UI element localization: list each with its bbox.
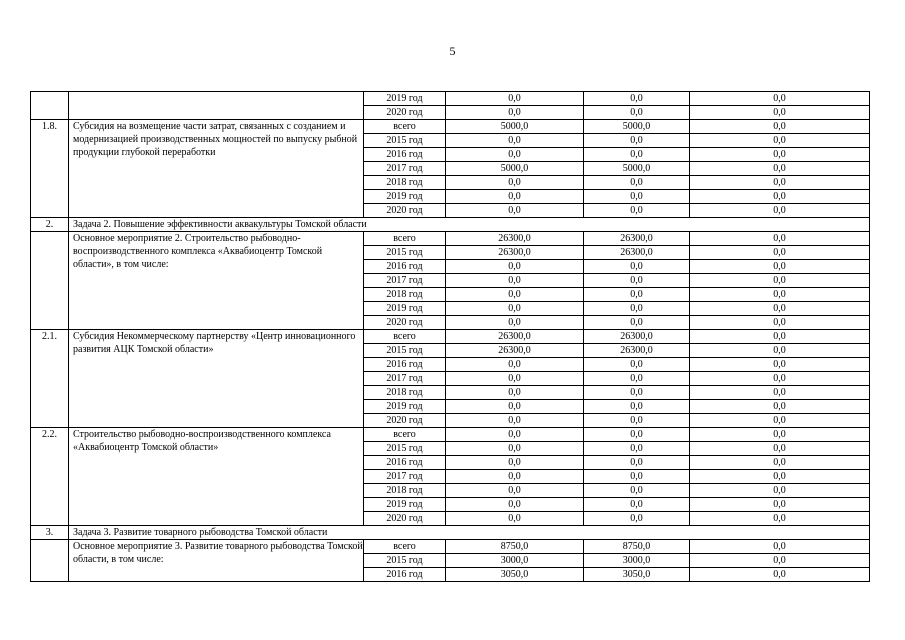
table-row <box>31 428 870 442</box>
amount-cell-v3: 0,0 <box>690 316 870 330</box>
amount-cell-v3: 0,0 <box>690 148 870 162</box>
task-title: Задача 3. Развитие товарного рыбоводства Томской области <box>69 526 870 540</box>
amount-cell-v3: 0,0 <box>690 400 870 414</box>
amount-cell-v2: 8750,0 <box>584 540 690 554</box>
item-name: Субсидия на возмещение части затрат, связанных с созданием и модернизацией производственных мощностей по выпуску рыбной продукции глубокой переработки <box>69 120 364 218</box>
table-row <box>31 120 870 134</box>
amount-cell-v1: 0,0 <box>446 190 584 204</box>
amount-cell-v3: 0,0 <box>690 442 870 456</box>
amount-cell-v2: 26300,0 <box>584 246 690 260</box>
amount-cell-v1: 26300,0 <box>446 246 584 260</box>
item-number: 3. <box>31 526 69 540</box>
item-name: Основное мероприятие 2. Строительство рыбоводно-воспроизводственного комплекса «Аквабиоцентр Томской области», в том числе: <box>69 232 364 330</box>
amount-cell-v2: 0,0 <box>584 260 690 274</box>
amount-cell-v3: 0,0 <box>690 162 870 176</box>
item-name <box>69 92 364 120</box>
period-cell: 2018 год <box>364 288 446 302</box>
amount-cell-v3: 0,0 <box>690 204 870 218</box>
period-cell: 2020 год <box>364 512 446 526</box>
period-cell: 2017 год <box>364 162 446 176</box>
amount-cell-v3: 0,0 <box>690 106 870 120</box>
amount-cell-v2: 0,0 <box>584 484 690 498</box>
period-cell: 2019 год <box>364 190 446 204</box>
item-number <box>31 540 69 582</box>
amount-cell-v1: 0,0 <box>446 204 584 218</box>
amount-cell-v2: 0,0 <box>584 512 690 526</box>
amount-cell-v2: 0,0 <box>584 372 690 386</box>
item-number <box>31 92 69 120</box>
item-number: 2. <box>31 218 69 232</box>
amount-cell-v2: 0,0 <box>584 302 690 316</box>
amount-cell-v2: 0,0 <box>584 456 690 470</box>
amount-cell-v2: 0,0 <box>584 316 690 330</box>
table-row <box>31 330 870 344</box>
amount-cell-v3: 0,0 <box>690 288 870 302</box>
task-title: Задача 2. Повышение эффективности аквакультуры Томской области <box>69 218 870 232</box>
amount-cell-v1: 26300,0 <box>446 344 584 358</box>
amount-cell-v3: 0,0 <box>690 92 870 106</box>
amount-cell-v1: 5000,0 <box>446 120 584 134</box>
amount-cell-v2: 0,0 <box>584 176 690 190</box>
amount-cell-v3: 0,0 <box>690 484 870 498</box>
amount-cell-v2: 26300,0 <box>584 232 690 246</box>
amount-cell-v2: 0,0 <box>584 442 690 456</box>
period-cell: 2019 год <box>364 400 446 414</box>
table-row <box>31 92 870 106</box>
period-cell: 2015 год <box>364 442 446 456</box>
amount-cell-v3: 0,0 <box>690 344 870 358</box>
amount-cell-v2: 0,0 <box>584 190 690 204</box>
amount-cell-v2: 5000,0 <box>584 162 690 176</box>
amount-cell-v3: 0,0 <box>690 568 870 582</box>
task-row <box>31 218 870 232</box>
amount-cell-v3: 0,0 <box>690 372 870 386</box>
period-cell: 2020 год <box>364 414 446 428</box>
item-name: Субсидия Некоммерческому партнерству «Центр инновационного развития АЦК Томской области» <box>69 330 364 428</box>
amount-cell-v3: 0,0 <box>690 246 870 260</box>
period-cell: 2016 год <box>364 148 446 162</box>
amount-cell-v3: 0,0 <box>690 512 870 526</box>
table-row <box>31 540 870 554</box>
period-cell: 2015 год <box>364 134 446 148</box>
period-cell: всего <box>364 120 446 134</box>
amount-cell-v3: 0,0 <box>690 190 870 204</box>
page-number: 5 <box>449 44 456 58</box>
amount-cell-v1: 0,0 <box>446 148 584 162</box>
amount-cell-v3: 0,0 <box>690 358 870 372</box>
amount-cell-v2: 0,0 <box>584 288 690 302</box>
amount-cell-v2: 0,0 <box>584 92 690 106</box>
amount-cell-v1: 0,0 <box>446 428 584 442</box>
amount-cell-v2: 3050,0 <box>584 568 690 582</box>
amount-cell-v3: 0,0 <box>690 176 870 190</box>
period-cell: всего <box>364 232 446 246</box>
period-cell: 2016 год <box>364 358 446 372</box>
amount-cell-v3: 0,0 <box>690 456 870 470</box>
period-cell: 2015 год <box>364 246 446 260</box>
amount-cell-v2: 0,0 <box>584 400 690 414</box>
period-cell: 2020 год <box>364 106 446 120</box>
amount-cell-v1: 0,0 <box>446 260 584 274</box>
budget-table <box>30 91 870 582</box>
amount-cell-v1: 0,0 <box>446 358 584 372</box>
amount-cell-v2: 0,0 <box>584 148 690 162</box>
amount-cell-v2: 26300,0 <box>584 344 690 358</box>
period-cell: 2015 год <box>364 344 446 358</box>
amount-cell-v3: 0,0 <box>690 470 870 484</box>
amount-cell-v1: 0,0 <box>446 470 584 484</box>
item-name: Основное мероприятие 3. Развитие товарного рыбоводства Томской области, в том числе: <box>69 540 364 582</box>
amount-cell-v1: 0,0 <box>446 414 584 428</box>
amount-cell-v1: 0,0 <box>446 456 584 470</box>
amount-cell-v1: 0,0 <box>446 176 584 190</box>
table-row <box>31 232 870 246</box>
amount-cell-v2: 5000,0 <box>584 120 690 134</box>
amount-cell-v3: 0,0 <box>690 414 870 428</box>
item-number: 2.1. <box>31 330 69 428</box>
period-cell: 2015 год <box>364 554 446 568</box>
amount-cell-v3: 0,0 <box>690 274 870 288</box>
amount-cell-v2: 0,0 <box>584 204 690 218</box>
amount-cell-v1: 0,0 <box>446 484 584 498</box>
amount-cell-v2: 0,0 <box>584 134 690 148</box>
amount-cell-v2: 0,0 <box>584 386 690 400</box>
amount-cell-v1: 0,0 <box>446 302 584 316</box>
period-cell: 2017 год <box>364 372 446 386</box>
amount-cell-v1: 26300,0 <box>446 232 584 246</box>
amount-cell-v2: 0,0 <box>584 414 690 428</box>
period-cell: 2016 год <box>364 568 446 582</box>
period-cell: всего <box>364 540 446 554</box>
amount-cell-v3: 0,0 <box>690 232 870 246</box>
period-cell: всего <box>364 428 446 442</box>
item-number: 2.2. <box>31 428 69 526</box>
amount-cell-v2: 0,0 <box>584 470 690 484</box>
period-cell: 2019 год <box>364 92 446 106</box>
amount-cell-v2: 0,0 <box>584 498 690 512</box>
period-cell: 2019 год <box>364 302 446 316</box>
amount-cell-v2: 0,0 <box>584 274 690 288</box>
item-number: 1.8. <box>31 120 69 218</box>
amount-cell-v1: 0,0 <box>446 442 584 456</box>
amount-cell-v3: 0,0 <box>690 302 870 316</box>
amount-cell-v1: 0,0 <box>446 512 584 526</box>
amount-cell-v1: 0,0 <box>446 106 584 120</box>
amount-cell-v1: 0,0 <box>446 92 584 106</box>
amount-cell-v1: 0,0 <box>446 274 584 288</box>
period-cell: 2018 год <box>364 484 446 498</box>
amount-cell-v1: 5000,0 <box>446 162 584 176</box>
amount-cell-v2: 0,0 <box>584 106 690 120</box>
item-name: Строительство рыбоводно-воспроизводственного комплекса «Аквабиоцентр Томской области» <box>69 428 364 526</box>
amount-cell-v1: 8750,0 <box>446 540 584 554</box>
amount-cell-v3: 0,0 <box>690 386 870 400</box>
task-row <box>31 526 870 540</box>
amount-cell-v2: 0,0 <box>584 428 690 442</box>
amount-cell-v3: 0,0 <box>690 428 870 442</box>
amount-cell-v3: 0,0 <box>690 498 870 512</box>
amount-cell-v1: 0,0 <box>446 498 584 512</box>
amount-cell-v3: 0,0 <box>690 330 870 344</box>
amount-cell-v1: 0,0 <box>446 372 584 386</box>
period-cell: 2020 год <box>364 204 446 218</box>
amount-cell-v1: 3000,0 <box>446 554 584 568</box>
amount-cell-v3: 0,0 <box>690 260 870 274</box>
period-cell: 2020 год <box>364 316 446 330</box>
amount-cell-v1: 0,0 <box>446 134 584 148</box>
amount-cell-v3: 0,0 <box>690 540 870 554</box>
amount-cell-v3: 0,0 <box>690 134 870 148</box>
amount-cell-v1: 3050,0 <box>446 568 584 582</box>
amount-cell-v2: 0,0 <box>584 358 690 372</box>
amount-cell-v1: 26300,0 <box>446 330 584 344</box>
amount-cell-v1: 0,0 <box>446 288 584 302</box>
period-cell: 2018 год <box>364 176 446 190</box>
amount-cell-v3: 0,0 <box>690 554 870 568</box>
period-cell: 2017 год <box>364 470 446 484</box>
period-cell: всего <box>364 330 446 344</box>
period-cell: 2018 год <box>364 386 446 400</box>
period-cell: 2016 год <box>364 456 446 470</box>
period-cell: 2016 год <box>364 260 446 274</box>
period-cell: 2017 год <box>364 274 446 288</box>
amount-cell-v2: 26300,0 <box>584 330 690 344</box>
amount-cell-v1: 0,0 <box>446 400 584 414</box>
amount-cell-v1: 0,0 <box>446 386 584 400</box>
item-number <box>31 232 69 330</box>
period-cell: 2019 год <box>364 498 446 512</box>
amount-cell-v1: 0,0 <box>446 316 584 330</box>
amount-cell-v3: 0,0 <box>690 120 870 134</box>
amount-cell-v2: 3000,0 <box>584 554 690 568</box>
